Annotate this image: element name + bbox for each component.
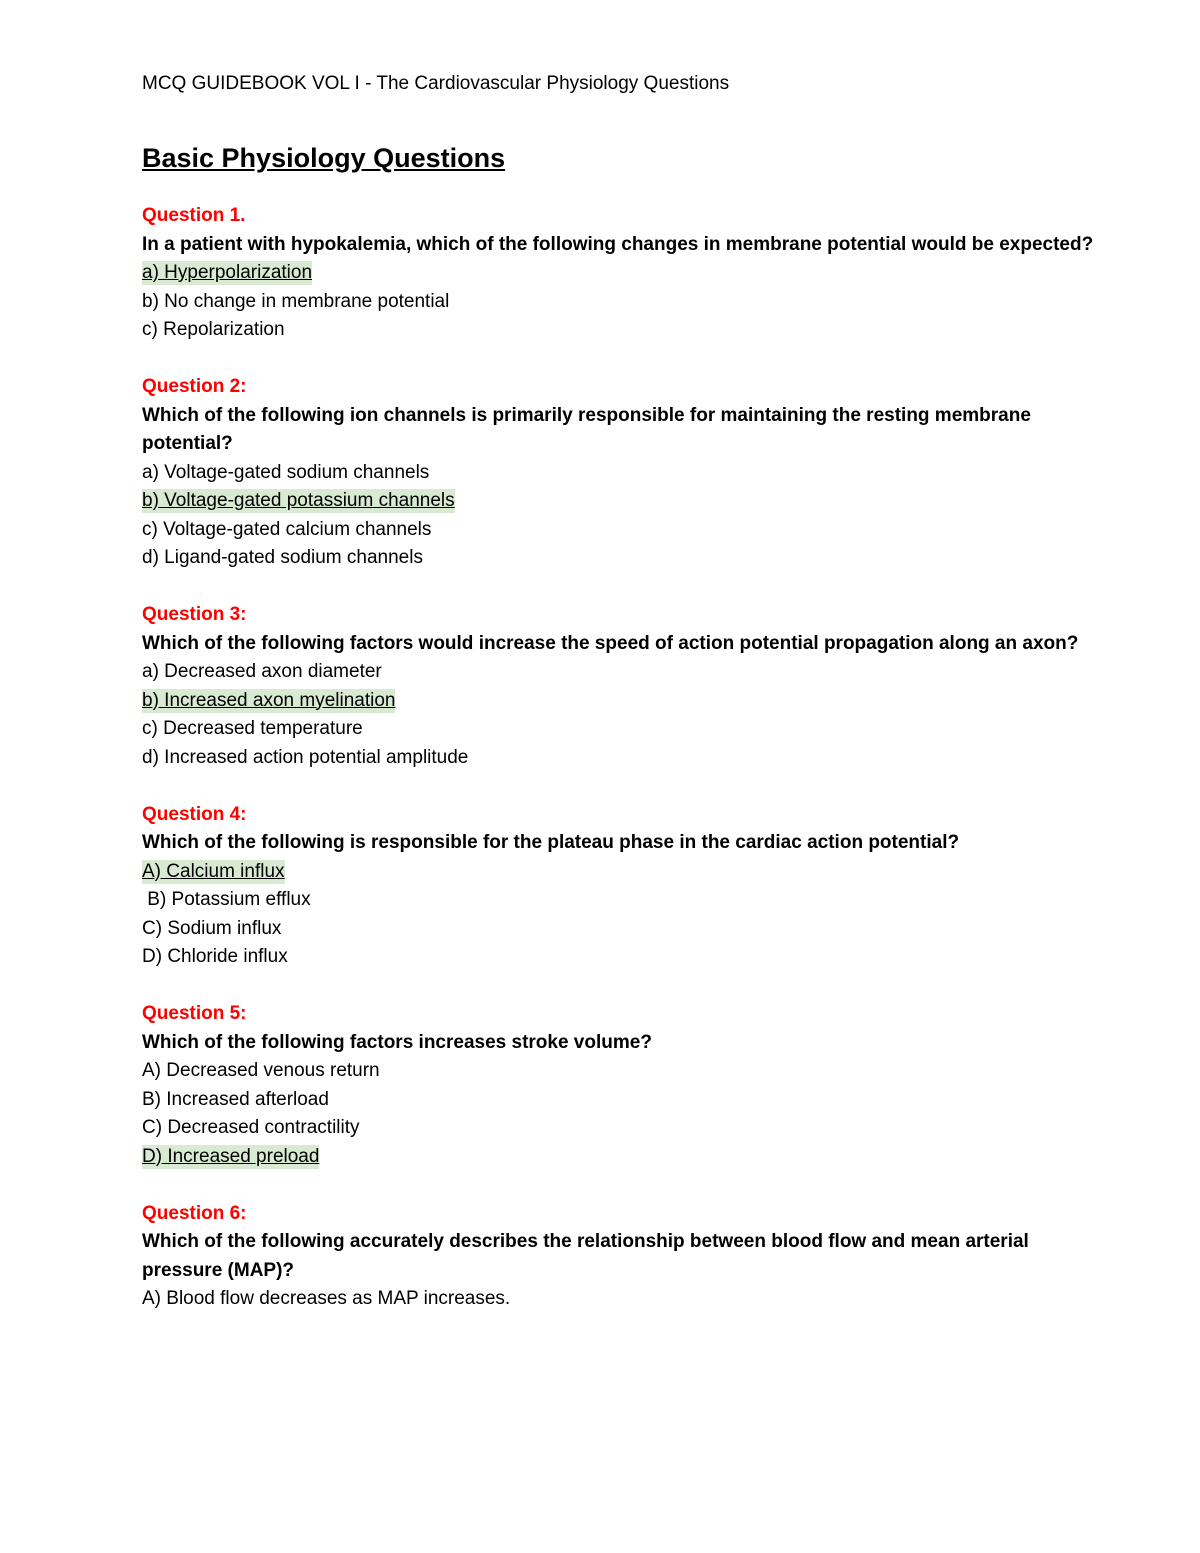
answer-option xyxy=(142,658,1102,687)
question-label: Question 6: xyxy=(142,1202,247,1224)
question-label: Question 5: xyxy=(142,1003,247,1024)
answer-option-text: A) Blood flow decreases as MAP increases. xyxy=(142,1288,511,1309)
answer-option xyxy=(142,1285,1102,1314)
question-text: Which of the following accurately describes the relationship between blood flow and mean arterial pressure (MAP)? xyxy=(142,1231,1029,1281)
answer-option xyxy=(142,915,1102,944)
question-text: Which of the following factors increases stroke volume? xyxy=(142,1031,652,1053)
question-label: Question 4: xyxy=(142,803,247,825)
question-label: Question 1. xyxy=(142,205,246,226)
answer-option-text: a) Decreased axon diameter xyxy=(142,661,382,682)
answer-option-text: a) Hyperpolarization xyxy=(142,262,313,283)
answer-option-text: B) Potassium efflux xyxy=(142,889,311,910)
answer-option-correct xyxy=(142,1143,1102,1172)
answer-option-correct xyxy=(142,487,1102,516)
answer-option-text: b) Increased axon myelination xyxy=(142,689,396,711)
answer-option xyxy=(142,744,1102,773)
question-block xyxy=(142,373,1102,573)
answer-option xyxy=(142,1057,1102,1086)
answer-option-text: b) Voltage-gated potassium channels xyxy=(142,490,455,511)
section-title: Basic Physiology Questions xyxy=(142,143,506,173)
question-block xyxy=(142,801,1102,972)
answer-option-text: C) Decreased contractility xyxy=(142,1117,360,1138)
answer-option-text: D) Chloride influx xyxy=(142,946,288,967)
document-page xyxy=(142,70,1102,1342)
answer-option xyxy=(142,943,1102,972)
running-header: MCQ GUIDEBOOK VOL I - The Cardiovascular Physiology Questions xyxy=(142,73,730,94)
answer-option xyxy=(142,316,1102,345)
answer-option-correct xyxy=(142,259,1102,288)
answer-option-text: c) Decreased temperature xyxy=(142,718,363,739)
question-label: Question 3: xyxy=(142,604,247,625)
answer-option-correct xyxy=(142,687,1102,716)
question-list xyxy=(142,202,1102,1314)
question-text: In a patient with hypokalemia, which of the following changes in membrane potential would be expected? xyxy=(142,233,1094,255)
question-text: Which of the following is responsible for the plateau phase in the cardiac action potential? xyxy=(142,832,960,853)
answer-option-text: B) Increased afterload xyxy=(142,1088,329,1110)
answer-option xyxy=(142,544,1102,573)
answer-option xyxy=(142,715,1102,744)
answer-option-text: c) Repolarization xyxy=(142,319,285,340)
question-text: Which of the following factors would increase the speed of action potential propagation along an axon? xyxy=(142,632,1079,654)
answer-option xyxy=(142,1086,1102,1115)
answer-option xyxy=(142,1114,1102,1143)
answer-option-text: D) Increased preload xyxy=(142,1145,320,1167)
question-block xyxy=(142,601,1102,772)
answer-option-text: d) Ligand-gated sodium channels xyxy=(142,547,423,568)
answer-option xyxy=(142,886,1102,915)
answer-option xyxy=(142,288,1102,317)
question-block xyxy=(142,202,1102,345)
answer-option-text: A) Calcium influx xyxy=(142,860,285,882)
question-label: Question 2: xyxy=(142,376,247,397)
answer-option-correct xyxy=(142,858,1102,887)
answer-option-text: A) Decreased venous return xyxy=(142,1060,380,1081)
answer-option-text: a) Voltage-gated sodium channels xyxy=(142,461,430,483)
answer-option-text: C) Sodium influx xyxy=(142,917,282,939)
answer-option-text: c) Voltage-gated calcium channels xyxy=(142,518,432,540)
question-block xyxy=(142,1000,1102,1171)
answer-option-text: b) No change in membrane potential xyxy=(142,290,450,312)
question-text: Which of the following ion channels is primarily responsible for maintaining the resting membrane potential? xyxy=(142,404,1031,454)
answer-option-text: d) Increased action potential amplitude xyxy=(142,746,469,768)
answer-option xyxy=(142,459,1102,488)
question-block xyxy=(142,1200,1102,1314)
answer-option xyxy=(142,516,1102,545)
